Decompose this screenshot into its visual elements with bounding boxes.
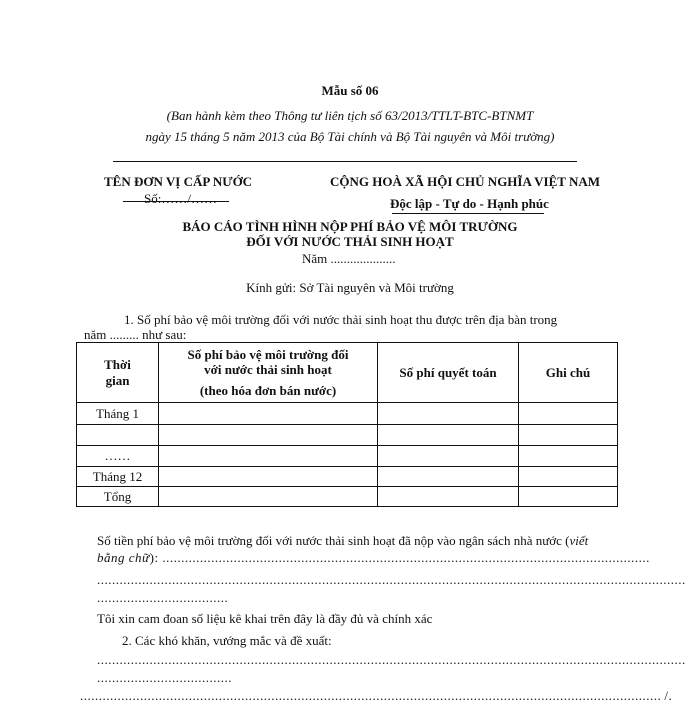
section1-line2: năm ......... như sau:	[84, 327, 187, 342]
form-number: Mẫu số 06	[321, 83, 379, 98]
table-cell	[519, 467, 618, 487]
table-row	[77, 403, 618, 425]
fee-header-line1: Số phí bảo vệ môi trường đối	[187, 347, 349, 362]
paid-amount-dots1: .............................................................................................................................................................	[97, 572, 686, 587]
report-title-line2: ĐỐI VỚI NƯỚC THẢI SINH HOẠT	[246, 234, 454, 249]
section2-dots1: .............................................................................................................................................................	[97, 652, 686, 667]
row-label-total: Tổng	[77, 487, 159, 507]
paid-amount-text-italic: viết	[569, 533, 589, 548]
table-cell	[378, 425, 519, 446]
row-label: ……	[77, 446, 159, 467]
commitment-statement: Tôi xin cam đoan số liệu kê khai trên đây là đầy đủ và chính xác	[97, 611, 433, 626]
paid-amount-dots2: ...................................	[97, 590, 229, 605]
table-cell	[378, 446, 519, 467]
col-header-settled: Số phí quyết toán	[378, 343, 519, 403]
col-header-note: Ghi chú	[519, 343, 618, 403]
table-cell	[519, 487, 618, 507]
table-cell	[159, 425, 378, 446]
table-cell	[378, 467, 519, 487]
table-cell	[159, 467, 378, 487]
table-cell	[159, 403, 378, 425]
col-header-fee	[159, 343, 378, 403]
national-motto: Độc lập - Tự do - Hạnh phúc	[390, 196, 549, 211]
table-cell	[378, 403, 519, 425]
unit-name: TÊN ĐƠN VỊ CẤP NƯỚC	[104, 174, 253, 189]
country-name: CỘNG HOÀ XÃ HỘI CHỦ NGHĨA VIỆT NAM	[330, 174, 601, 189]
fee-header-line3: (theo hóa đơn bán nước)	[199, 383, 337, 398]
top-divider	[113, 161, 577, 162]
section2-dots2: ....................................	[97, 670, 232, 685]
motto-underline	[392, 213, 544, 214]
table-cell	[519, 446, 618, 467]
doc-number: Số:……/……	[144, 191, 217, 206]
doc-number-underline	[123, 201, 229, 202]
section2-title: 2. Các khó khăn, vướng mắc và đề xuất:	[122, 633, 332, 648]
row-label	[77, 425, 159, 446]
fee-report-table	[76, 342, 618, 507]
recipient: Kính gửi: Sở Tài nguyên và Môi trường	[246, 280, 454, 295]
report-year: Năm ....................	[302, 251, 396, 266]
table-cell	[159, 446, 378, 467]
table-total-row	[77, 487, 618, 507]
table-row	[77, 425, 618, 446]
report-title-line1: BÁO CÁO TÌNH HÌNH NỘP PHÍ BẢO VỆ MÔI TRƯỜNG	[182, 219, 518, 234]
table-cell	[519, 425, 618, 446]
row-label: Tháng 1	[77, 403, 159, 425]
table-row	[77, 446, 618, 467]
table-cell	[519, 403, 618, 425]
table-cell	[378, 487, 519, 507]
paid-amount-text: Số tiền phí bảo vệ môi trường đối với nước thải sinh hoạt đã nộp vào ngân sách nhà nước (	[97, 533, 570, 548]
table-cell	[159, 487, 378, 507]
paid-amount-line2-italic: bằng chữ	[97, 550, 150, 565]
section1-line1: 1. Số phí bảo vệ môi trường đối với nước thải sinh hoạt thu được trên địa bàn trong	[124, 312, 558, 327]
issued-note-line1: (Ban hành kèm theo Thông tư liên tịch số 63/2013/TTLT-BTC-BTNMT	[166, 108, 534, 123]
section2-dots3: ........................................................................................................................................................... /.	[80, 688, 673, 703]
paid-amount-line1	[97, 533, 588, 549]
table-row	[77, 467, 618, 487]
issued-note-line2: ngày 15 tháng 5 năm 2013 của Bộ Tài chính và Bộ Tài nguyên và Môi trường)	[145, 129, 555, 144]
paid-amount-line2-rest: ): ..................................................................................................................................	[149, 550, 650, 565]
col-header-time: Thời gian	[77, 343, 159, 403]
table-header-row	[77, 343, 618, 403]
paid-amount-line2	[97, 550, 650, 566]
row-label: Tháng 12	[77, 467, 159, 487]
fee-header-line2: với nước thải sinh hoạt	[204, 362, 332, 377]
